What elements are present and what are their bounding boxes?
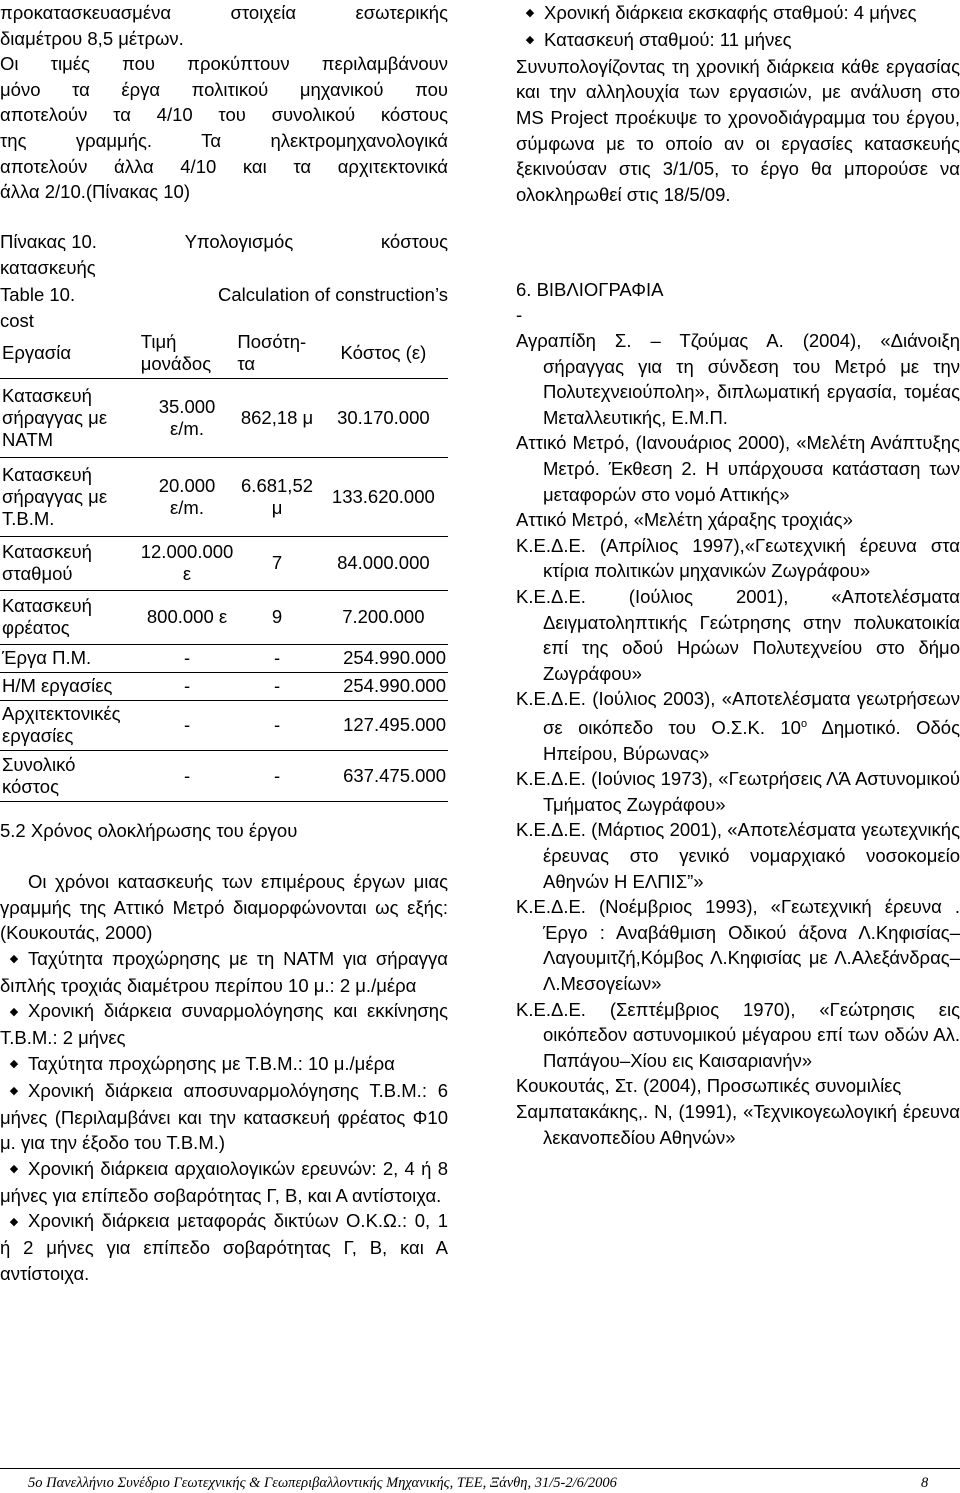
diamond-bullet-icon bbox=[0, 947, 28, 973]
caption-gr-row bbox=[0, 229, 448, 255]
table-cell: 254.990.000 bbox=[319, 672, 448, 700]
bullet-text: Ταχύτητα προχώρησης με τη ΝΑΤΜ για σήραγγα διπλής τροχιάς διαμέτρου περίπου 10 μ.: 2 μ./μέρα bbox=[0, 947, 448, 996]
table-header-row bbox=[0, 328, 448, 378]
caption-gr-label: Πίνακας 10. bbox=[0, 231, 97, 252]
table-row bbox=[0, 536, 448, 590]
bullet-item bbox=[0, 946, 448, 999]
table-cell: 862,18 μ bbox=[235, 378, 318, 457]
bibliography-dash: - bbox=[516, 304, 523, 325]
diamond-bullet-icon bbox=[0, 1157, 28, 1183]
bullet-text: Ταχύτητα προχώρησης με Τ.Β.Μ.: 10 μ./μέρα bbox=[28, 1052, 395, 1074]
reference-item: Αττικό Μετρό, «Μελέτη χάραξης τροχιάς» bbox=[516, 509, 853, 531]
diamond-bullet-icon bbox=[0, 1210, 28, 1236]
table-cell: Κατασκευή σταθμού bbox=[0, 536, 139, 590]
reference-superscript: ο bbox=[800, 717, 808, 730]
reference-item: Σαμπατακάκης,. Ν, (1991), «Τεχνικογεωλογική έρευνα λεκανοπεδίου Αθηνών» bbox=[516, 1100, 960, 1148]
bullet-item bbox=[516, 27, 960, 54]
intro-line: της γραμμής. Τα ηλεκτρομηχανολογικά bbox=[0, 129, 448, 151]
table-cell: - bbox=[139, 672, 236, 700]
reference-text-tail: Δημοτικό. Οδός Ηπείρου, Βύρωνας» bbox=[543, 717, 960, 764]
table-cell: - bbox=[139, 700, 236, 750]
table-cell: - bbox=[235, 750, 318, 801]
caption-gr-title-c: κατασκευής bbox=[0, 256, 96, 278]
table-cell: - bbox=[235, 672, 318, 700]
cost-table bbox=[0, 328, 448, 802]
bullet-text: Κατασκευή σταθμού: 11 μήνες bbox=[544, 28, 792, 50]
table-header-cell: Ποσότη-τα bbox=[235, 328, 318, 378]
table-row bbox=[0, 672, 448, 700]
table-cell: 800.000 ε bbox=[139, 590, 236, 644]
bibliography-title: 6. ΒΙΒΛΙΟΓΡΑΦΙΑ bbox=[516, 279, 664, 300]
page-number: 8 bbox=[921, 1475, 929, 1491]
table-cell: Έργα Π.Μ. bbox=[0, 644, 139, 672]
table-cell: Κατασκευή σήραγγας με Τ.Β.Μ. bbox=[0, 457, 139, 536]
table-cell: Η/Μ εργασίες bbox=[0, 672, 139, 700]
intro-line: προκατασκευασμένα στοιχεία εσωτερικής bbox=[0, 2, 448, 23]
table-row bbox=[0, 644, 448, 672]
table-cell: 12.000.000 ε bbox=[139, 536, 236, 590]
intro-line: μόνο τα έργα πολιτικού μηχανικού που bbox=[0, 78, 448, 100]
reference-item bbox=[516, 686, 960, 766]
reference-item: Κ.Ε.Δ.Ε. (Μάρτιος 2001), «Αποτελέσματα γεωτεχνικής έρευνας στο γενικό νομαρχιακό νοσοκομείο Αθηνών Η ΕΛΠΙΣ”» bbox=[516, 819, 960, 892]
table-cell: 254.990.000 bbox=[319, 644, 448, 672]
table-cell: Κατασκευή σήραγγας με ΝΑΤΜ bbox=[0, 378, 139, 457]
bullet-text: Χρονική διάρκεια μεταφοράς δικτύων Ο.Κ.Ω.: 0, 1 ή 2 μήνες για επίπεδο σοβαρότητας Γ, Β, και Α αντίστοιχα. bbox=[0, 1210, 448, 1284]
bullet-text: Χρονική διάρκεια αποσυναρμολόγησης Τ.Β.Μ.: 6 μήνες (Περιλαμβάνει και την κατασκευή φρέατος Φ10 μ. για την έξοδο του Τ.Β.Μ.) bbox=[0, 1079, 448, 1154]
reference-item: Κ.Ε.Δ.Ε. (Ιούνιος 1973), «Γεωτρήσεις ΛΆ Αστυνομικού Τμήματος Ζωγράφου» bbox=[516, 768, 960, 815]
bullet-item bbox=[516, 0, 960, 27]
bibliography-list bbox=[516, 328, 960, 1150]
table-row bbox=[0, 700, 448, 750]
bullet-item bbox=[0, 998, 448, 1051]
table-row bbox=[0, 590, 448, 644]
table-cell: 6.681,52 μ bbox=[235, 457, 318, 536]
bullet-item bbox=[0, 1051, 448, 1078]
table-cell: 20.000 ε/m. bbox=[139, 457, 236, 536]
table-cell: 133.620.000 bbox=[319, 457, 448, 536]
diamond-bullet-icon bbox=[0, 1000, 28, 1026]
table-cell: 127.495.000 bbox=[319, 700, 448, 750]
reference-item: Κ.Ε.Δ.Ε. (Απρίλιος 1997),«Γεωτεχνική έρευνα στα κτίρια πολιτικών μηχανικών Ζωγράφου» bbox=[516, 534, 960, 582]
reference-item: Κ.Ε.Δ.Ε. (Ιούλιος 2001), «Αποτελέσματα Δειγματοληπτικής Γεώτρησης στην πολυκατοικία επί της οδού Ηρώων Πολυτεχνείου στο δήμο Ζωγράφου» bbox=[516, 585, 960, 684]
reference-text: Κ.Ε.Δ.Ε. (Ιούλιος 2003), «Αποτελέσματα γεωτρήσεων σε οικόπεδο του Ο.Σ.Κ. 10 bbox=[516, 688, 960, 739]
caption-en-row bbox=[0, 282, 448, 308]
table-cell: 637.475.000 bbox=[319, 750, 448, 801]
right-top bbox=[516, 0, 960, 207]
bullet-text: Χρονική διάρκεια αρχαιολογικών ερευνών: 2, 4 ή 8 μήνες για επίπεδο σοβαρότητας Γ, Β, και Α αντίστοιχα. bbox=[0, 1157, 448, 1206]
table-row bbox=[0, 378, 448, 457]
table-cell: 30.170.000 bbox=[319, 378, 448, 457]
bullet-item bbox=[0, 1078, 448, 1156]
diamond-bullet-icon bbox=[0, 1079, 28, 1105]
table-row bbox=[0, 457, 448, 536]
table-caption bbox=[0, 229, 448, 333]
table-cell: - bbox=[139, 750, 236, 801]
caption-gr-title-b: κόστους bbox=[380, 231, 448, 252]
bullet-text: Χρονική διάρκεια εκσκαφής σταθμού: 4 μήνες bbox=[544, 2, 917, 23]
page-footer bbox=[0, 1468, 960, 1491]
table-cell: Κατασκευή φρέατος bbox=[0, 590, 139, 644]
table-row bbox=[0, 750, 448, 801]
reference-item: Κουκουτάς, Στ. (2004), Προσωπικές συνομιλίες bbox=[516, 1075, 902, 1097]
table-header-cell: Κόστος (ε) bbox=[319, 328, 448, 378]
caption-en-label: Table 10. bbox=[0, 284, 76, 306]
section-body bbox=[0, 869, 448, 1286]
table-cell: 84.000.000 bbox=[319, 536, 448, 590]
section-title: 5.2 Χρόνος ολοκλήρωσης του έργου bbox=[0, 820, 298, 841]
table-cell: Αρχιτεκτονικές εργασίες bbox=[0, 700, 139, 750]
table-cell: - bbox=[235, 700, 318, 750]
intro-line: αποτελούν άλλα 4/10 και τα αρχιτεκτονικά bbox=[0, 155, 448, 177]
footer-text: 5ο Πανελλήνιο Συνέδριο Γεωτεχνικής & Γεωπεριβαλλοντικής Μηχανικής, ΤΕΕ, Ξάνθη, 31/5-2/6/2006 bbox=[28, 1475, 617, 1491]
table-header-cell: Εργασία bbox=[0, 328, 139, 378]
reference-item: Αττικό Μετρό, (Ιανουάριος 2000), «Μελέτη Ανάπτυξης Μετρό. Έκθεση 2. Η υπάρχουσα κατάσταση των μεταφορών στο νομό Αττικής» bbox=[516, 432, 960, 505]
caption-gr-title-a: Υπολογισμός bbox=[184, 231, 294, 252]
diamond-bullet-icon bbox=[516, 28, 544, 54]
bullet-item bbox=[0, 1208, 448, 1286]
reference-item: Κ.Ε.Δ.Ε. (Νοέμβριος 1993), «Γεωτεχνική έρευνα . Έργο : Αναβάθμιση Οδικού άξονα Λ.Κηφισίας–Λαγουμιτζή,Κόμβος Λ.Κηφισίας με Λ.Αλεξάνδρας–Λ.Μεσογείων» bbox=[516, 896, 960, 994]
table-cell: - bbox=[139, 644, 236, 672]
reference-item: Αγραπίδη Σ. – Τζούμας Α. (2004), «Διάνοιξη σήραγγας για τη σύνδεση του Μετρό με την Πολυτεχνειούπολη», διπλωματική εργασία, τομέας Μεταλλευτικής, Ε.Μ.Π. bbox=[516, 330, 960, 428]
table-cell: - bbox=[235, 644, 318, 672]
table-cell: 9 bbox=[235, 590, 318, 644]
right-paragraph: Συνυπολογίζοντας τη χρονική διάρκεια κάθε εργασίας και την αλληλουχία των εργασιών, με ανάλυση στο MS Project προέκυψε το χρονοδιάγραμμα του έργου, σύμφωνα με το οποίο αν οι εργασίες κατασκευής ξεκινούσαν στις 3/1/05, το έργο θα μπορούσε να ολοκληρωθεί στις 18/5/09. bbox=[516, 55, 960, 205]
table-header-cell: Τιμή μονάδος bbox=[139, 328, 236, 378]
intro-line: άλλα 2/10.(Πίνακας 10) bbox=[0, 181, 190, 203]
bullet-text: Χρονική διάρκεια συναρμολόγησης και εκκίνησης Τ.Β.Μ.: 2 μήνες bbox=[0, 1000, 448, 1049]
table-cell: 7 bbox=[235, 536, 318, 590]
bullet-item bbox=[0, 1156, 448, 1209]
caption-en-title: Calculation of construction’s bbox=[217, 284, 448, 306]
section-paragraph: Οι χρόνοι κατασκευής των επιμέρους έργων μιας γραμμής της Αττικό Μετρό διαμορφώνονται ως εξής: (Κουκουτάς, 2000) bbox=[0, 871, 448, 944]
table-cell: 35.000 ε/m. bbox=[139, 378, 236, 457]
table-cell: 7.200.000 bbox=[319, 590, 448, 644]
intro-line: διαμέτρου 8,5 μέτρων. bbox=[0, 27, 184, 49]
intro-line: Οι τιμές που προκύπτουν περιλαμβάνουν bbox=[0, 53, 448, 75]
table-cell: Συνολικό κόστος bbox=[0, 750, 139, 801]
reference-item: Κ.Ε.Δ.Ε. (Σεπτέμβριος 1970), «Γεώτρησις εις οικόπεδον αστυνομικού μέγαρου επί των οδών Αλ. Παπάγου–Χίου εις Καισαριανήν» bbox=[516, 998, 960, 1071]
diamond-bullet-icon bbox=[0, 1052, 28, 1078]
intro-line: αποτελούν τα 4/10 του συνολικού κόστους bbox=[0, 104, 448, 126]
intro-paragraph bbox=[0, 0, 448, 205]
caption-en-title-c: cost bbox=[0, 309, 34, 331]
diamond-bullet-icon bbox=[516, 1, 544, 27]
